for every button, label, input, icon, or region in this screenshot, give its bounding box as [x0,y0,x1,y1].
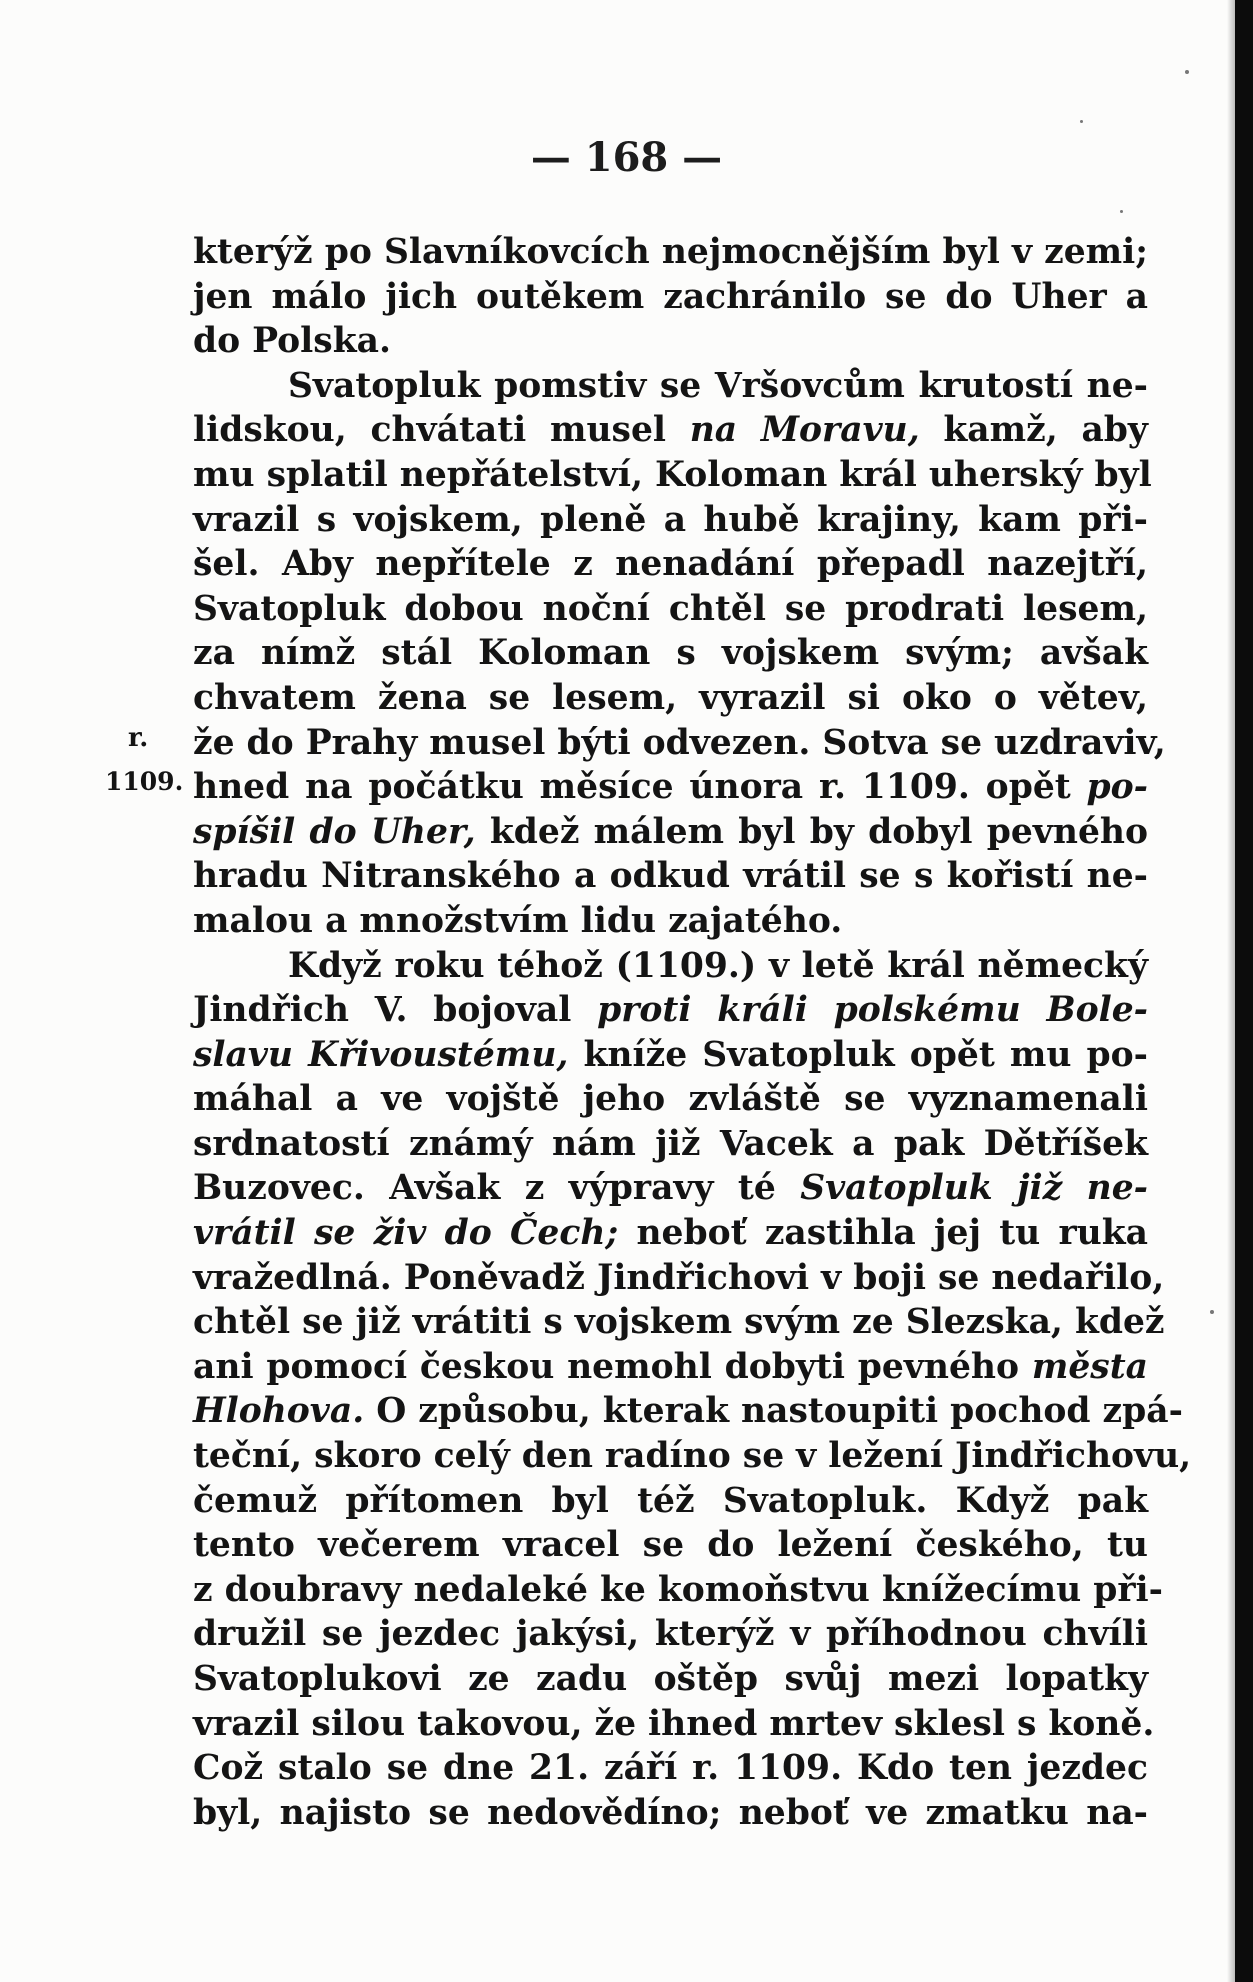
text-line: Buzovec. Avšak z výpravy té Svatopluk již ne- [193,1168,1148,1209]
text-line: vrátil se živ do Čech; neboť zastihla jej tu ruka [193,1213,1148,1254]
text-line: jen málo jich outěkem zachránilo se do Uher a [193,276,1148,317]
text-line: tento večerem vracel se do ležení českého, tu [193,1525,1148,1566]
text-line: lidskou, chvátati musel na Moravu, kamž, aby [193,410,1148,451]
text-line: čemuž přítomen byl též Svatopluk. Když pak [193,1480,1148,1521]
text-line: kterýž po Slavníkovcích nejmocnějším byl v zemi; [193,232,1148,272]
margin-note-prefix: r. [128,723,149,753]
text-line: vražedlná. Poněvadž Jindřichovi v boji se nedařilo, [193,1257,1165,1298]
text-line: teční, skoro celý den radíno se v ležení Jindřichovu, [193,1436,1192,1477]
text-line: slavu Křivoustému, kníže Svatopluk opět mu po- [193,1034,1149,1075]
text-line: hradu Nitranského a odkud vrátil se s kořistí ne- [193,856,1148,897]
page-number: — 168 — [530,134,723,181]
text-line: chtěl se již vrátiti s vojskem svým ze Slezska, kdež [193,1302,1165,1343]
text-line: do Polska. [193,321,391,362]
page-edge [1235,0,1253,1982]
text-line: máhal a ve vojště jeho zvláště se vyznamenali [193,1079,1148,1120]
text-line: Hlohova. O způsobu, kterak nastoupiti pochod zpá- [193,1391,1183,1432]
text-line: spíšil do Uher, kdež málem byl by dobyl pevného [193,811,1148,852]
text-line: Svatoplukovi ze zadu oštěp svůj mezi lopatky [193,1659,1148,1699]
margin-note-year: 1109. [105,767,184,796]
scan-speck [1185,70,1189,74]
text-line: Což stalo se dne 21. září r. 1109. Kdo ten jezdec [193,1748,1148,1789]
text-line: ani pomocí českou nemohl dobyti pevného města [193,1346,1148,1387]
page-edge-shadow [1227,0,1235,1982]
text-line: Svatopluk dobou noční chtěl se prodrati lesem, [193,588,1148,629]
text-line: Když roku téhož (1109.) v letě král německý [288,945,1148,986]
text-line: za nímž stál Koloman s vojskem svým; avšak [193,633,1148,674]
text-line: Svatopluk pomstiv se Vršovcům krutostí ne- [288,365,1148,406]
text-line: malou a množstvím lidu zajatého. [193,900,843,941]
text-line: z doubravy nedaleké ke komoňstvu knížecímu při- [193,1569,1163,1610]
text-line: šel. Aby nepřítele z nenadání přepadl nazejtří, [193,544,1148,585]
scan-speck [1120,210,1123,213]
text-line: Jindřich V. bojoval proti králi polskému Bole- [193,990,1148,1031]
text-line: vrazil s vojskem, pleně a hubě krajiny, kam při- [193,499,1148,540]
text-line: že do Prahy musel býti odvezen. Sotva se uzdraviv, [193,722,1166,763]
text-line: mu splatil nepřátelství, Koloman král uherský byl [193,454,1152,495]
text-line: byl, najisto se nedovědíno; neboť ve zmatku na- [193,1792,1148,1833]
text-line: vrazil silou takovou, že ihned mrtev sklesl s koně. [193,1703,1155,1744]
scan-speck [1210,1310,1214,1314]
text-line: srdnatostí známý nám již Vacek a pak Dětříšek [193,1123,1148,1164]
text-line: hned na počátku měsíce února r. 1109. opět po- [193,767,1148,808]
text-line: družil se jezdec jakýsi, kterýž v příhodnou chvíli [193,1614,1148,1655]
scan-speck [1080,120,1083,123]
body-text [193,230,1192,1835]
text-line: chvatem žena se lesem, vyrazil si oko o větev, [193,677,1148,718]
